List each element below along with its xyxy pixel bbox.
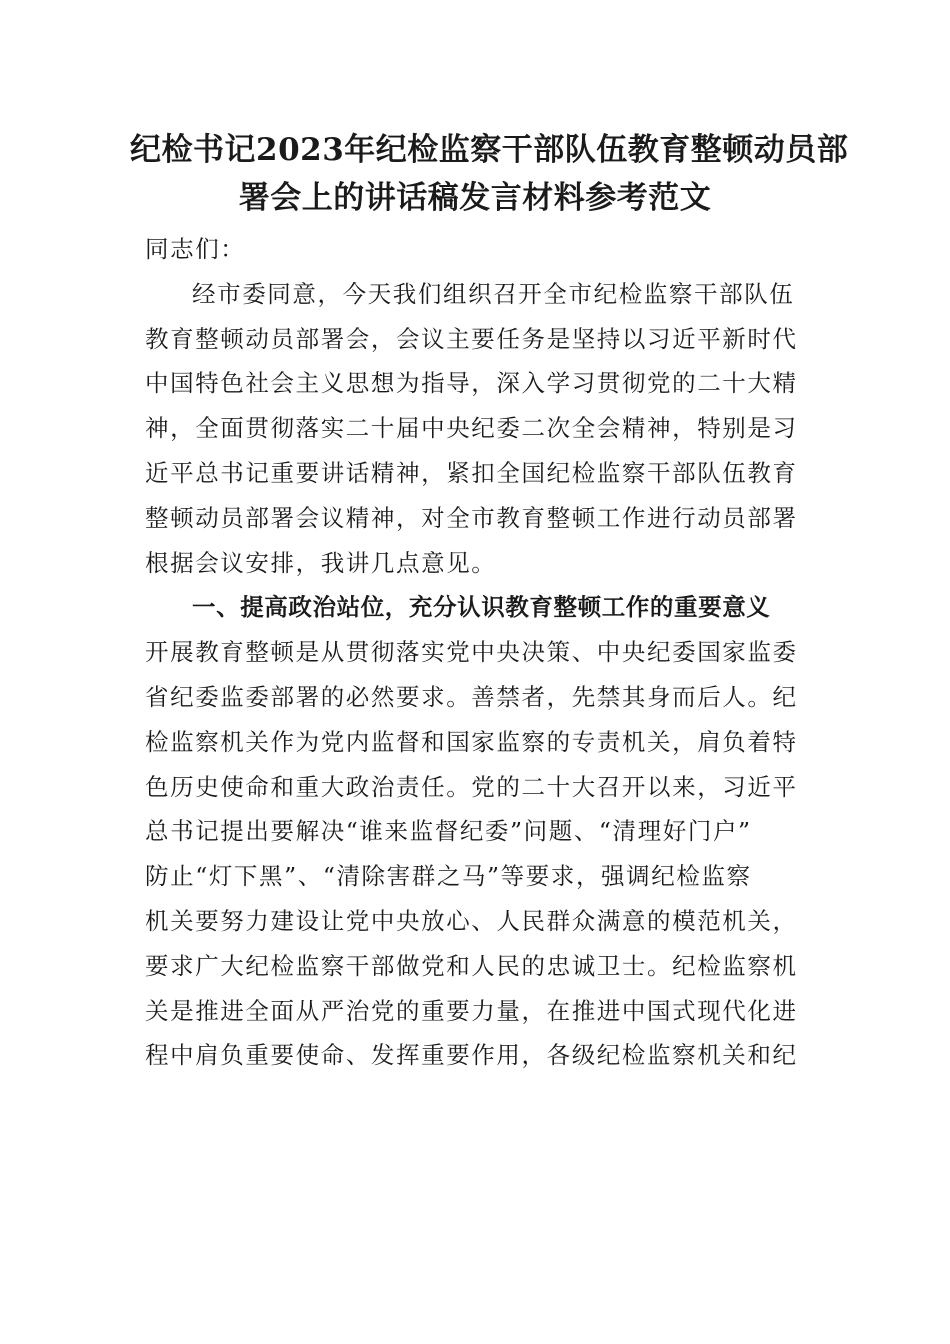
paragraph-line: 关是推进全面从严治党的重要力量，在推进中国式现代化进: [145, 996, 798, 1025]
paragraph-line: 整顿动员部署会议精神，对全市教育整顿工作进行动员部署: [145, 503, 798, 532]
paragraph-line: 总书记提出要解决“谁来监督纪委”问题、“清理好门户”: [145, 817, 752, 846]
paragraph-line: 防止“灯下黑”、“清除害群之马”等要求，强调纪检监察: [145, 862, 752, 891]
paragraph-line: 近平总书记重要讲话精神，紧扣全国纪检监察干部队伍教育: [145, 458, 798, 487]
paragraph-line: 开展教育整顿是从贯彻落实党中央决策、中央纪委国家监委: [145, 638, 798, 667]
paragraph-line: 根据会议安排，我讲几点意见。: [145, 548, 497, 577]
paragraph-line: 经市委同意，今天我们组织召开全市纪检监察干部队伍: [192, 279, 795, 308]
paragraph-line: 神，全面贯彻落实二十届中央纪委二次全会精神，特别是习: [145, 414, 798, 443]
section-heading: 一、提高政治站位，充分认识教育整顿工作的重要意义: [192, 593, 771, 622]
paragraph-line: 省纪委监委部署的必然要求。善禁者，先禁其身而后人。纪: [145, 682, 798, 711]
paragraph-line: 教育整顿动员部署会，会议主要任务是坚持以习近平新时代: [145, 324, 798, 353]
paragraph-line: 检监察机关作为党内监督和国家监察的专责机关，肩负着特: [145, 727, 798, 756]
title-line: 署会上的讲话稿发言材料参考范文: [238, 180, 712, 216]
paragraph-line: 要求广大纪检监察干部做党和人民的忠诚卫士。纪检监察机: [145, 951, 798, 980]
title-line: 纪检书记2023年纪检监察干部队伍教育整顿动员部: [130, 132, 849, 168]
paragraph-line: 机关要努力建设让党中央放心、人民群众满意的模范机关，: [145, 906, 798, 935]
paragraph-line: 色历史使命和重大政治责任。党的二十大召开以来，习近平: [145, 772, 798, 801]
salutation: 同志们：: [145, 235, 246, 263]
paragraph-line: 中国特色社会主义思想为指导，深入学习贯彻党的二十大精: [145, 369, 798, 398]
document-body: [145, 227, 810, 1078]
paragraph-line: 程中肩负重要使命、发挥重要作用，各级纪检监察机关和纪: [145, 1041, 798, 1070]
document-title: [130, 126, 849, 222]
